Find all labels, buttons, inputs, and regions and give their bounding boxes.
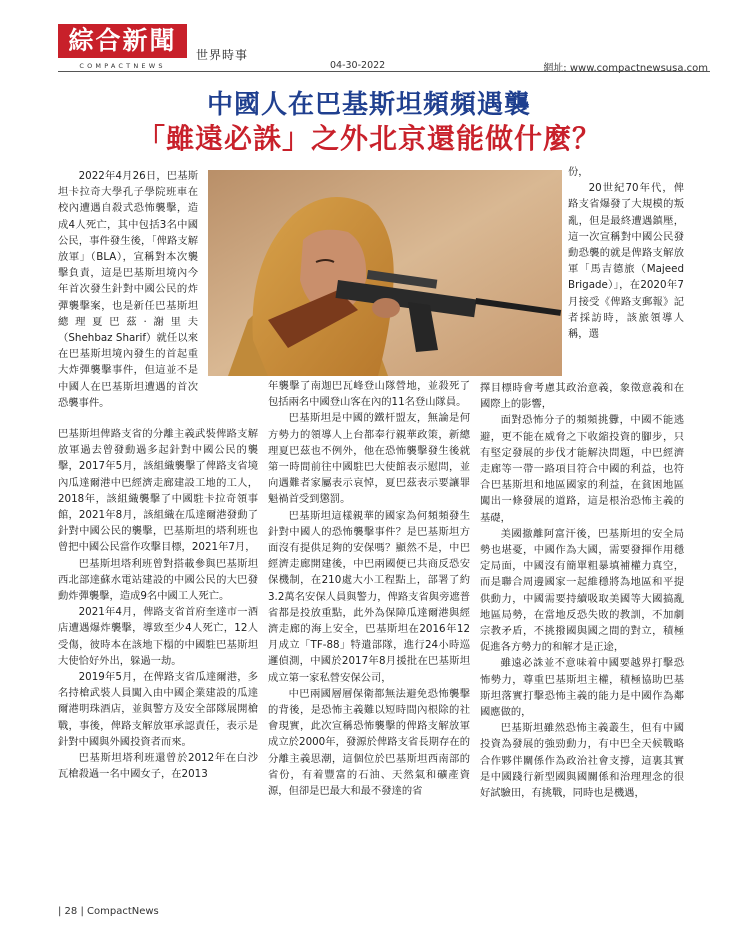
logo-subtitle: COMPACTNEWS: [79, 62, 166, 70]
article-photo: [208, 170, 562, 376]
right-column-bottom: [480, 380, 684, 801]
paragraph: 巴基斯坦塔利班還曾於2012年在白沙瓦槍殺過一名中國女子，在2013: [58, 752, 258, 781]
headline-line1: 中國人在巴基斯坦頻頻遇襲: [206, 90, 531, 120]
paragraph: 巴基斯坦塔利班曾對搭載參與巴基斯坦西北部達蘇水電站建設的中國公民的大巴發動炸彈襲擊，造成9名中國工人死亡。: [58, 557, 258, 603]
issue-date: 04-30-2022: [330, 60, 386, 71]
paragraph: 2019年5月，在俾路支省瓜達爾港，多名持槍武裝人員闖入由中國企業建設的瓜達爾港明珠酒店，並與警方及安全部隊展開槍戰，事後，俾路支解放軍承認責任，表示是針對中國與外國投資者而來。: [58, 671, 258, 748]
paragraph: 巴基斯坦雖然恐怖主義叢生，但有中國投資為發展的強勁動力，有中巴全天候戰略合作夥伴關係作為政治社會支撐，這裏其實是中國踐行新型國與國關係和治理理念的很好試驗田，有挑戰，同時也是機遇，: [480, 722, 684, 800]
right-column-top: [568, 164, 684, 342]
paragraph: 面對恐怖分子的頻頻挑釁，中國不能逃避，更不能在威脅之下收縮投資的腳步，只有堅定發展的步伐才能解決問題，中巴經濟走廊等一帶一路項目符合中國的利益，也符合巴基斯坦和地區國家的利益，在貧困地區闖出一條發展的道路，這是根治恐怖主義的基礎，: [480, 414, 684, 524]
website-address: 網址: www.compactnewsusa.com: [543, 63, 708, 74]
paragraph: 雖遠必誅並不意味着中國要越界打擊恐怖勢力，尊重巴基斯坦主權，積極協助巴基斯坦落實打擊恐怖主義的能力是中國作為鄰國應做的，: [480, 657, 684, 719]
header-rule: [58, 71, 710, 72]
paragraph: 份，: [568, 166, 589, 178]
soldier-with-rifle-image: [208, 170, 562, 376]
page-footer: | 28 | CompactNews: [58, 906, 159, 917]
paragraph: 中巴兩國層層保衛都無法避免恐怖襲擊的背後，是恐怖主義難以短時間內根除的社會現實，此次宣稱恐怖襲擊的俾路支解放軍成立於2000年，發源於俾路支省長期存在的分離主義思潮，這個位於巴基斯坦西南部的省份，有着豐富的石油、天然氣和礦產資源，但卻是巴最大和最不發達的省: [268, 687, 470, 798]
paragraph: 美國撤離阿富汗後，巴基斯坦的安全局勢也堪憂，中國作為大國，需要發揮作用穩定局面，中國沒有簡單粗暴填補權力真空，而是聯合周邊國家一起維穩將為地區和平提供動力，中國需要持續吸取美國等大國搞亂地區局勢，在當地反恐失敗的教訓，不加劇宗教矛盾，不挑撥國與國之間的對立，積極促進各方勢力的和解才是正途，: [480, 527, 684, 654]
section-label: 世界時事: [196, 48, 249, 62]
headline-line2: 「雖遠必誅」之外北京還能做什麼？: [136, 122, 601, 155]
logo: 綜合新聞: [58, 24, 187, 58]
paragraph: 年襲擊了南迦巴瓦峰登山隊營地，並殺死了包括兩名中國登山客在內的11名登山隊員。: [268, 380, 470, 409]
middle-column: [268, 378, 470, 799]
paragraph: 巴基斯坦這樣親華的國家為何頻頻發生針對中國人的恐怖襲擊事件？是巴基斯坦方面沒有提供足夠的安保嗎？顯然不是，中巴經濟走廊開建後，中巴兩國便已共商反恐安保機制，在210處大小工程點上，部署了約3.2萬名安保人員與警力，俾路支省與旁遮普省都是投放重點，此外為保障瓜達爾港與經濟走廊的海上安全，巴基斯坦在2016年12月成立「TF-88」特遣部隊，進行24小時巡邏偵測，中國於2017年8月援批在巴基斯坦成立第一家私營安保公司，: [268, 509, 470, 684]
paragraph: 2021年4月，俾路支省首府奎達市一酒店遭遇爆炸襲擊，導致至少4人死亡，12人受傷，彼時本在該地下榻的中國駐巴基斯坦大使恰好外出，躲過一劫。: [58, 606, 258, 667]
paragraph: 2022年4月26日，巴基斯坦卡拉奇大學孔子學院班車在校內遭遇自殺式恐怖襲擊，造成4人死亡，其中包括3名中國公民，事件發生後，「俾路支解放軍」（BLA），宣稱對本次襲擊負責，這是巴基斯坦境內今年首次發生針對中國公民的炸彈襲擊案，也是新任巴基斯坦總理夏巴茲·謝里夫（Shehbaz Sharif）就任以來在巴基斯坦境內發生的首起重大炸彈襲擊事件，但這並不是中國人在巴基斯坦遭遇的首次恐襲事件。: [58, 170, 198, 409]
paragraph: 擇目標時會考慮其政治意義，象徵意義和在國際上的影響，: [480, 382, 684, 411]
paragraph: 巴基斯坦是中國的鐵杆盟友，無論是何方勢力的領導人上台都奉行親華政策，新總理夏巴茲也不例外，他在恐怖襲擊發生後就第一時間前往中國駐巴大使館表示慰問，並向遇難者家屬表示哀悼，夏巴茲表示要讓罪魁禍首受到懲罰。: [268, 412, 470, 506]
left-column-top: [58, 168, 198, 411]
paragraph: 巴基斯坦俾路支省的分離主義武裝俾路支解放軍過去曾發動過多起針對中國公民的襲擊，2017年5月，該組織襲擊了俾路支省境內瓜達爾港中巴經濟走廊建設工地的工人，2018年，該組織襲擊了中國駐卡拉奇領事館，2021年8月，該組織在瓜達爾港發動了針對中國公民的襲擊，巴基斯坦的塔利班也曾把中國公民當作攻擊目標，2021年7月，: [58, 428, 258, 554]
paragraph: 20世紀70年代，俾路支省爆發了大規模的叛亂，但是最終遭遇鎮壓，這一次宣稱對中國公民發動恐襲的就是俾路支解放軍「馬吉德旅（Majeed Brigade）」，在2020年7月接受《俾路支郵報》記者採訪時，該旅領導人稱，選: [568, 182, 684, 341]
left-column-bottom: [58, 426, 258, 782]
